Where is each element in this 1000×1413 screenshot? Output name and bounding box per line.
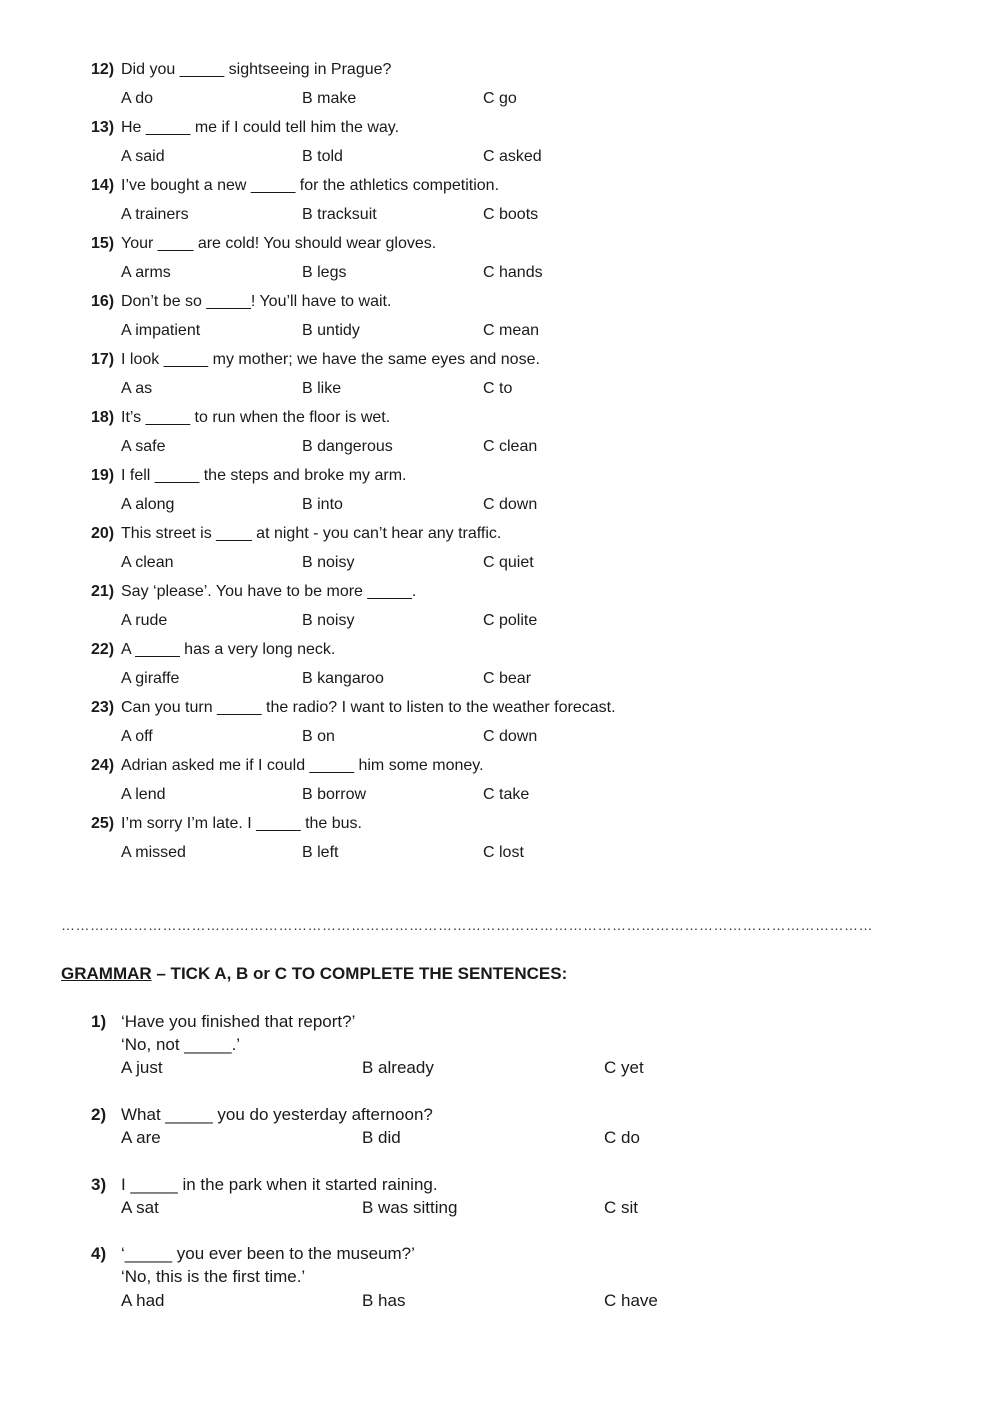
option-a[interactable]: A are bbox=[121, 1128, 161, 1147]
option-a[interactable]: A said bbox=[121, 148, 165, 165]
option-b[interactable]: B noisy bbox=[302, 554, 355, 571]
option-c[interactable]: C lost bbox=[483, 844, 524, 861]
question-line: ‘No, this is the first time.’ bbox=[121, 1267, 306, 1286]
grammar-heading-instructions: – TICK A, B or C TO COMPLETE THE SENTENCES: bbox=[151, 964, 568, 983]
question-number: 4) bbox=[91, 1244, 107, 1263]
option-c[interactable]: C do bbox=[604, 1128, 640, 1147]
vocabulary-question bbox=[0, 60, 1000, 118]
question-text: It’s _____ to run when the floor is wet. bbox=[121, 409, 391, 426]
option-c[interactable]: C clean bbox=[483, 438, 538, 455]
question-text: Don’t be so _____! You’ll have to wait. bbox=[121, 293, 392, 310]
question-number: 22) bbox=[91, 641, 115, 658]
option-a[interactable]: A off bbox=[121, 728, 153, 745]
question-number: 21) bbox=[91, 583, 115, 600]
option-c[interactable]: C down bbox=[483, 496, 538, 513]
vocabulary-question bbox=[0, 640, 1000, 698]
vocabulary-question bbox=[0, 582, 1000, 640]
grammar-heading-underlined: GRAMMAR bbox=[61, 964, 152, 983]
question-number: 25) bbox=[91, 815, 115, 832]
option-a[interactable]: A impatient bbox=[121, 322, 201, 339]
option-b[interactable]: B legs bbox=[302, 264, 347, 281]
option-a[interactable]: A lend bbox=[121, 786, 166, 803]
question-number: 15) bbox=[91, 235, 115, 252]
option-b[interactable]: B kangaroo bbox=[302, 670, 384, 687]
vocabulary-question bbox=[0, 698, 1000, 756]
option-a[interactable]: A missed bbox=[121, 844, 186, 861]
vocabulary-question bbox=[0, 814, 1000, 872]
vocabulary-question bbox=[0, 234, 1000, 292]
question-text: This street is ____ at night - you can’t hear any traffic. bbox=[121, 525, 502, 542]
dotted-divider: …………………………………………………………………………………………………………………………………………………… bbox=[61, 918, 873, 932]
option-c[interactable]: C yet bbox=[604, 1058, 644, 1077]
option-c[interactable]: C boots bbox=[483, 206, 539, 223]
question-number: 18) bbox=[91, 409, 115, 426]
question-text: I look _____ my mother; we have the same eyes and nose. bbox=[121, 351, 540, 368]
option-b[interactable]: B like bbox=[302, 380, 342, 397]
question-number: 23) bbox=[91, 699, 115, 716]
question-text: I fell _____ the steps and broke my arm. bbox=[121, 467, 407, 484]
question-text: Your ____ are cold! You should wear gloves. bbox=[121, 235, 437, 252]
vocabulary-question bbox=[0, 408, 1000, 466]
option-a[interactable]: A sat bbox=[121, 1198, 159, 1217]
option-a[interactable]: A had bbox=[121, 1291, 165, 1310]
question-text: I’m sorry I’m late. I _____ the bus. bbox=[121, 815, 362, 832]
option-a[interactable]: A trainers bbox=[121, 206, 189, 223]
option-b[interactable]: B did bbox=[362, 1128, 401, 1147]
option-b[interactable]: B dangerous bbox=[302, 438, 393, 455]
question-line: What _____ you do yesterday afternoon? bbox=[121, 1105, 433, 1124]
grammar-heading bbox=[61, 963, 567, 985]
option-c[interactable]: C quiet bbox=[483, 554, 534, 571]
option-a[interactable]: A just bbox=[121, 1058, 163, 1077]
option-a[interactable]: A safe bbox=[121, 438, 166, 455]
option-a[interactable]: A as bbox=[121, 380, 153, 397]
option-b[interactable]: B told bbox=[302, 148, 343, 165]
question-number: 13) bbox=[91, 119, 115, 136]
question-line: ‘Have you finished that report?’ bbox=[121, 1012, 356, 1031]
question-number: 14) bbox=[91, 177, 115, 194]
option-c[interactable]: C take bbox=[483, 786, 530, 803]
option-c[interactable]: C bear bbox=[483, 670, 532, 687]
question-text: He _____ me if I could tell him the way. bbox=[121, 119, 400, 136]
option-b[interactable]: B has bbox=[362, 1291, 406, 1310]
option-b[interactable]: B into bbox=[302, 496, 343, 513]
option-b[interactable]: B left bbox=[302, 844, 339, 861]
option-a[interactable]: A do bbox=[121, 90, 154, 107]
vocabulary-question bbox=[0, 176, 1000, 234]
option-b[interactable]: B noisy bbox=[302, 612, 355, 629]
question-number: 17) bbox=[91, 351, 115, 368]
option-a[interactable]: A along bbox=[121, 496, 175, 513]
option-c[interactable]: C asked bbox=[483, 148, 542, 165]
question-number: 3) bbox=[91, 1175, 107, 1194]
question-number: 19) bbox=[91, 467, 115, 484]
option-c[interactable]: C have bbox=[604, 1291, 658, 1310]
option-c[interactable]: C sit bbox=[604, 1198, 638, 1217]
option-c[interactable]: C go bbox=[483, 90, 517, 107]
vocabulary-question bbox=[0, 292, 1000, 350]
option-b[interactable]: B already bbox=[362, 1058, 434, 1077]
question-text: Can you turn _____ the radio? I want to listen to the weather forecast. bbox=[121, 699, 616, 716]
vocabulary-question bbox=[0, 350, 1000, 408]
question-number: 12) bbox=[91, 61, 115, 78]
option-c[interactable]: C polite bbox=[483, 612, 538, 629]
question-line: ‘No, not _____.’ bbox=[121, 1035, 241, 1054]
option-c[interactable]: C mean bbox=[483, 322, 540, 339]
question-number: 1) bbox=[91, 1012, 107, 1031]
option-b[interactable]: B make bbox=[302, 90, 357, 107]
question-number: 20) bbox=[91, 525, 115, 542]
option-b[interactable]: B borrow bbox=[302, 786, 367, 803]
question-text: Say ‘please’. You have to be more _____. bbox=[121, 583, 417, 600]
question-number: 2) bbox=[91, 1105, 107, 1124]
question-number: 24) bbox=[91, 757, 115, 774]
option-a[interactable]: A clean bbox=[121, 554, 174, 571]
option-c[interactable]: C down bbox=[483, 728, 538, 745]
question-text: I’ve bought a new _____ for the athletics competition. bbox=[121, 177, 500, 194]
option-c[interactable]: C hands bbox=[483, 264, 543, 281]
vocabulary-question bbox=[0, 466, 1000, 524]
question-text: Did you _____ sightseeing in Prague? bbox=[121, 61, 392, 78]
question-line: ‘_____ you ever been to the museum?’ bbox=[121, 1244, 415, 1263]
question-text: Adrian asked me if I could _____ him some money. bbox=[121, 757, 484, 774]
option-b[interactable]: B untidy bbox=[302, 322, 360, 339]
question-number: 16) bbox=[91, 293, 115, 310]
vocabulary-question bbox=[0, 524, 1000, 582]
option-a[interactable]: A rude bbox=[121, 612, 168, 629]
option-c[interactable]: C to bbox=[483, 380, 513, 397]
vocabulary-question bbox=[0, 756, 1000, 814]
vocabulary-question bbox=[0, 118, 1000, 176]
option-a[interactable]: A arms bbox=[121, 264, 171, 281]
option-b[interactable]: B tracksuit bbox=[302, 206, 377, 223]
option-a[interactable]: A giraffe bbox=[121, 670, 180, 687]
option-b[interactable]: B on bbox=[302, 728, 335, 745]
question-text: A _____ has a very long neck. bbox=[121, 641, 336, 658]
question-line: I _____ in the park when it started raining. bbox=[121, 1175, 438, 1194]
option-b[interactable]: B was sitting bbox=[362, 1198, 458, 1217]
